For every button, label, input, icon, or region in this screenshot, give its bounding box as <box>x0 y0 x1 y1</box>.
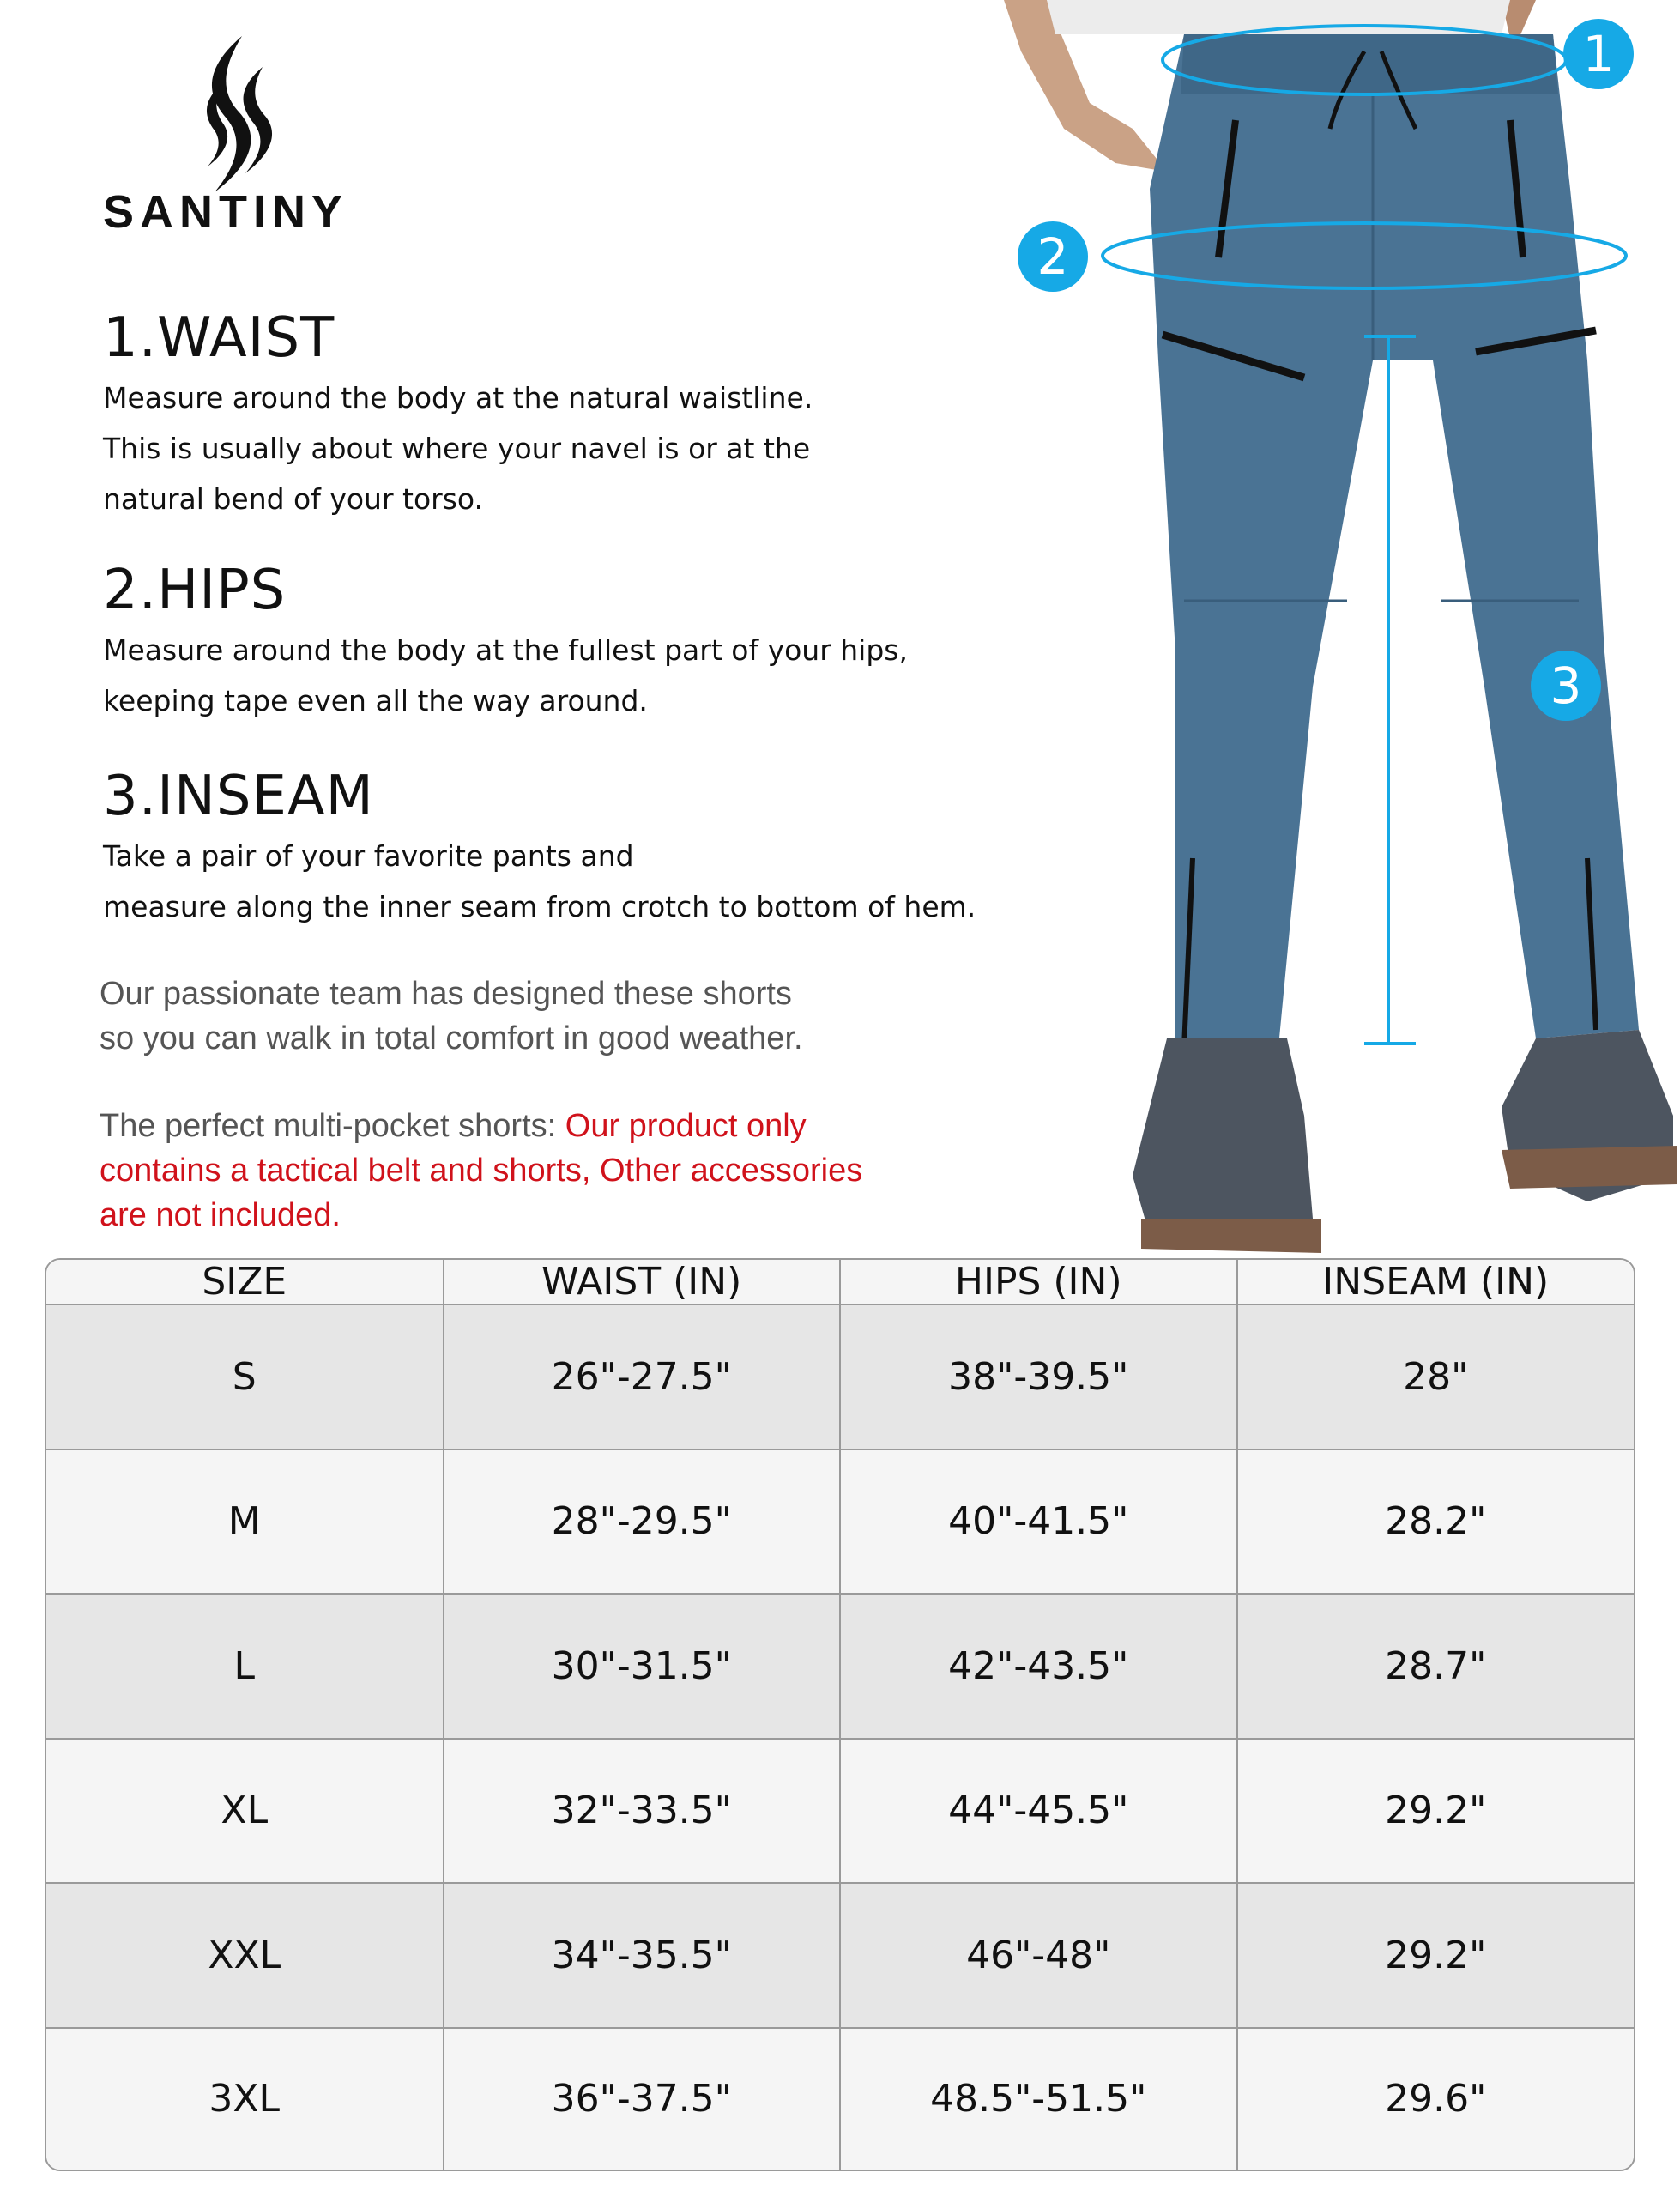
hips-guide <box>103 559 908 726</box>
hips-cell: 44"-45.5" <box>840 1739 1237 1884</box>
waist-description <box>103 372 813 524</box>
inseam-guide <box>103 765 976 932</box>
table-header-row <box>46 1260 1634 1304</box>
waist-cell: 28"-29.5" <box>444 1450 841 1595</box>
waist-cell: 30"-31.5" <box>444 1594 841 1739</box>
hips-line: Measure around the body at the fullest part of your hips, <box>103 633 908 667</box>
table-row <box>46 1304 1634 1450</box>
waist-cell: 26"-27.5" <box>444 1304 841 1450</box>
flame-swirl-icon <box>189 33 283 196</box>
notice-highlight: Our product only <box>565 1108 807 1144</box>
header-size: SIZE <box>46 1260 444 1304</box>
header-hips: HIPS (IN) <box>840 1260 1237 1304</box>
blurb-line: so you can walk in total comfort in good weather. <box>100 1020 803 1056</box>
header-inseam: INSEAM (IN) <box>1237 1260 1635 1304</box>
waist-line: Measure around the body at the natural waistline. <box>103 381 813 415</box>
size-chart <box>45 1258 1635 2171</box>
inseam-cell: 28" <box>1237 1304 1635 1450</box>
waist-cell: 32"-33.5" <box>444 1739 841 1884</box>
inseam-marker: 3 <box>1531 651 1601 721</box>
pants-model-illustration <box>987 0 1680 1262</box>
hips-cell: 46"-48" <box>840 1883 1237 2028</box>
size-cell: 3XL <box>46 2028 444 2170</box>
table-row <box>46 1450 1634 1595</box>
size-cell: M <box>46 1450 444 1595</box>
waist-line: natural bend of your torso. <box>103 482 484 516</box>
header-waist: WAIST (IN) <box>444 1260 841 1304</box>
table-row <box>46 1739 1634 1884</box>
blurb-line: Our passionate team has designed these shorts <box>100 976 792 1012</box>
accessories-notice <box>100 1104 862 1238</box>
hips-marker: 2 <box>1018 221 1088 292</box>
hips-description <box>103 625 908 726</box>
size-cell: L <box>46 1594 444 1739</box>
waist-marker: 1 <box>1563 19 1634 89</box>
table-row <box>46 1883 1634 2028</box>
notice-intro: The perfect multi-pocket shorts: <box>100 1108 565 1144</box>
size-cell: XXL <box>46 1883 444 2028</box>
table-row <box>46 1594 1634 1739</box>
inseam-description <box>103 831 976 932</box>
hips-cell: 48.5"-51.5" <box>840 2028 1237 2170</box>
size-chart-table <box>46 1260 1634 2170</box>
inseam-cell: 29.2" <box>1237 1739 1635 1884</box>
hips-cell: 40"-41.5" <box>840 1450 1237 1595</box>
comfort-blurb <box>100 971 803 1061</box>
waist-guide <box>103 306 813 524</box>
inseam-line: measure along the inner seam from crotch to bottom of hem. <box>103 890 976 923</box>
brand-name: SANTINY <box>103 186 349 238</box>
waist-line: This is usually about where your navel is or at the <box>103 432 811 465</box>
notice-highlight: are not included. <box>100 1197 341 1233</box>
hips-cell: 38"-39.5" <box>840 1304 1237 1450</box>
hips-heading: 2.HIPS <box>103 559 287 622</box>
hips-cell: 42"-43.5" <box>840 1594 1237 1739</box>
notice-highlight: contains a tactical belt and shorts, Other accessories <box>100 1153 863 1189</box>
hips-line: keeping tape even all the way around. <box>103 684 648 717</box>
waist-cell: 36"-37.5" <box>444 2028 841 2170</box>
inseam-cell: 28.7" <box>1237 1594 1635 1739</box>
inseam-cell: 29.2" <box>1237 1883 1635 2028</box>
notice-line-1 <box>100 1104 862 1148</box>
inseam-heading: 3.INSEAM <box>103 765 374 828</box>
waist-cell: 34"-35.5" <box>444 1883 841 2028</box>
inseam-cell: 29.6" <box>1237 2028 1635 2170</box>
inseam-line: Take a pair of your favorite pants and <box>103 839 634 873</box>
table-row <box>46 2028 1634 2170</box>
hiking-pants-image <box>987 0 1680 1262</box>
waist-heading: 1.WAIST <box>103 306 335 370</box>
inseam-cell: 28.2" <box>1237 1450 1635 1595</box>
size-cell: XL <box>46 1739 444 1884</box>
size-cell: S <box>46 1304 444 1450</box>
